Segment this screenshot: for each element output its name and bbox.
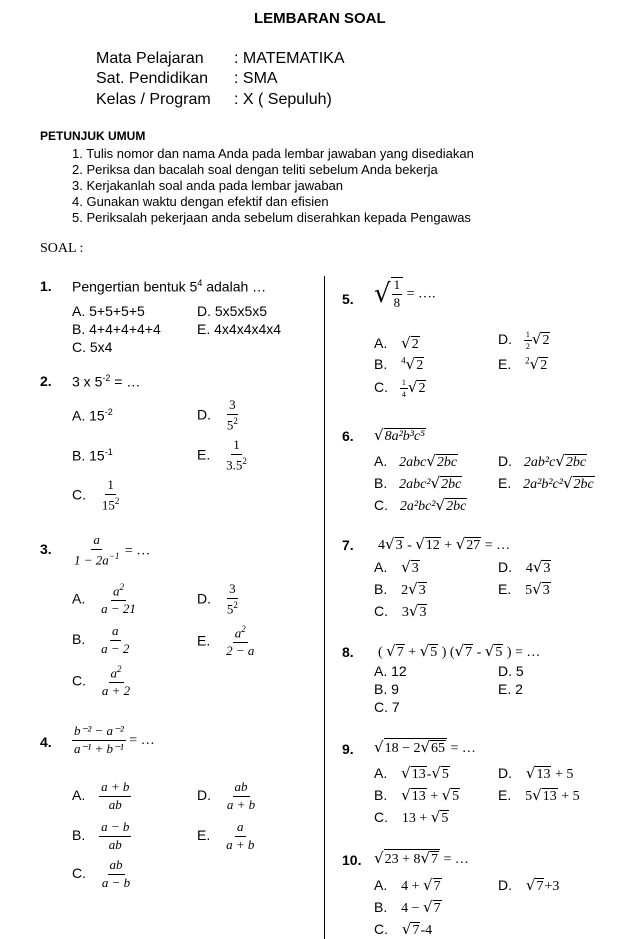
q5-option-a: A. √2 [374,334,419,352]
page-title: LEMBARAN SOAL [254,10,386,27]
q6-option-c: C. 2a²bc²√2bc [374,496,467,514]
q9-option-e: E. 5√13 + 5 [498,786,580,804]
column-divider [324,276,325,939]
q4-option-a: A. $\frac{a + b}{ab}$ [72,779,130,812]
q2-option-e: E. $\frac{1}{3.5^2}$ [197,437,247,473]
soal-label: SOAL : [40,241,84,256]
q2-option-c: C. $\frac{1}{15^2}$ [72,477,120,513]
q3-option-c: C. $\frac{a^2}{a + 2}$ [72,664,131,699]
meta-class-value: : X ( Sepuluh) [234,91,332,108]
meta-level-label: Sat. Pendidikan [96,70,209,87]
question-3-stem: $\frac{a}{1 - 2a^{-1}}$ = … [74,532,151,568]
q8-option-e: E. 2 [498,681,523,697]
meta-class-label: Kelas / Program [96,91,211,108]
q4-option-e: E. $\frac{a}{a + b}$ [197,819,255,852]
q3-option-e: E. $\frac{a^2}{2 - a}$ [197,624,255,659]
q7-option-b: B. 2√3 [374,580,426,598]
q4-option-b: B. $\frac{a - b}{ab}$ [72,819,130,852]
q1-option-e: E. 4x4x4x4x4 [197,321,282,337]
question-2-stem: 3 x $5^{-2}$ = … [72,373,141,390]
q4-option-c: C. $\frac{ab}{a - b}$ [72,857,131,890]
q3-option-d: D. $\frac{3}{5^2}$ [197,581,238,617]
instruction-item: 3. Kerjakanlah soal anda pada lembar jawaban [72,178,344,193]
question-10-stem: √23 + 8√7 = … [374,849,469,867]
question-number: 6. [342,428,354,444]
q8-option-d: D. 5 [498,663,524,679]
q9-option-c: C. 13 + √5 [374,808,449,826]
q8-option-b: B. 9 [374,681,399,697]
q7-option-a: A. √3 [374,558,419,576]
question-number: 4. [40,734,52,750]
q10-option-b: B. 4 − √7 [374,898,441,916]
q1-option-d: D. 5x5x5x5 [197,303,268,319]
q2-option-d: D. $\frac{3}{5^2}$ [197,397,238,433]
question-number: 8. [342,644,354,660]
q5-option-c: C. $\frac{1}{4}$ √2 [374,378,426,400]
instruction-item: 2. Periksa dan bacalah soal dengan teliti sebelum Anda bekerja [72,162,438,177]
q7-option-c: C. 3√3 [374,602,427,620]
question-number: 5. [342,291,354,307]
q6-option-b: B. 2abc²√2bc [374,474,462,492]
meta-level-value: : SMA [234,70,278,87]
question-5-stem: √ $\frac{1}{8}$ = …. [374,277,436,310]
question-number: 2. [40,373,52,389]
q6-option-e: E. 2a²b²c²√2bc [498,474,594,492]
q6-option-d: D. 2ab²c√2bc [498,452,587,470]
question-7-stem: 4√3 - √12 + √27 = … [378,535,511,553]
q2-option-b: B. $15^{-1}$ [72,447,113,464]
question-4-stem: $\frac{\text{b⁻² − a⁻²}}{\text{a⁻¹ + b⁻¹}}$ = … [74,723,155,756]
question-number: 9. [342,741,354,757]
question-9-stem: √18 − 2√65 = … [374,738,476,756]
instruction-item: 4. Gunakan waktu dengan efektif dan efisien [72,194,329,209]
q8-option-c: C. 7 [374,699,400,715]
meta-subject-value: : MATEMATIKA [234,50,345,67]
q4-option-d: D. $\frac{ab}{a + b}$ [197,779,256,812]
meta-subject-label: Mata Pelajaran [96,50,204,67]
q7-option-d: D. 4√3 [498,558,551,576]
q1-option-a: A. 5+5+5+5 [72,303,145,319]
question-6-stem: √8a²b³c⁵ [374,426,426,444]
q5-option-e: E. $^2$√2 [498,355,548,373]
q5-option-b: B. $^4$√2 [374,355,424,373]
q6-option-a: A. 2abc√2bc [374,452,458,470]
instructions-heading: PETUNJUK UMUM [40,129,146,143]
question-number: 1. [40,278,52,294]
q8-option-a: A. 12 [374,663,407,679]
question-8-stem: ( √7 + √5 ) (√7 - √5 ) = … [378,642,541,660]
question-number: 7. [342,537,354,553]
instruction-item: 1. Tulis nomor dan nama Anda pada lembar jawaban yang disediakan [72,146,474,161]
q1-option-c: C. 5x4 [72,339,113,355]
question-number: 10. [342,852,362,868]
q10-option-c: C. √7-4 [374,920,433,938]
q9-option-b: B. √13 + √5 [374,786,460,804]
question-number: 3. [40,541,52,557]
q3-option-b: B. $\frac{a}{a - 2}$ [72,623,130,656]
q9-option-d: D. √13 + 5 [498,764,574,782]
q3-option-a: A. $\frac{a^2}{a - 21}$ [72,582,136,617]
instruction-item: 5. Periksalah pekerjaan anda sebelum diserahkan kepada Pengawas [72,210,471,225]
q5-option-d: D. $\frac{1}{2}$ √2 [498,330,550,352]
q1-option-b: B. 4+4+4+4+4 [72,321,161,337]
question-1-stem: Pengertian bentuk $5^4$ adalah … [72,278,267,295]
q10-option-d: D. √7+3 [498,876,560,894]
q7-option-e: E. 5√3 [498,580,550,598]
q9-option-a: A. √13-√5 [374,764,449,782]
q2-option-a: A. $15^{-2}$ [72,407,113,424]
q10-option-a: A. 4 + √7 [374,876,441,894]
